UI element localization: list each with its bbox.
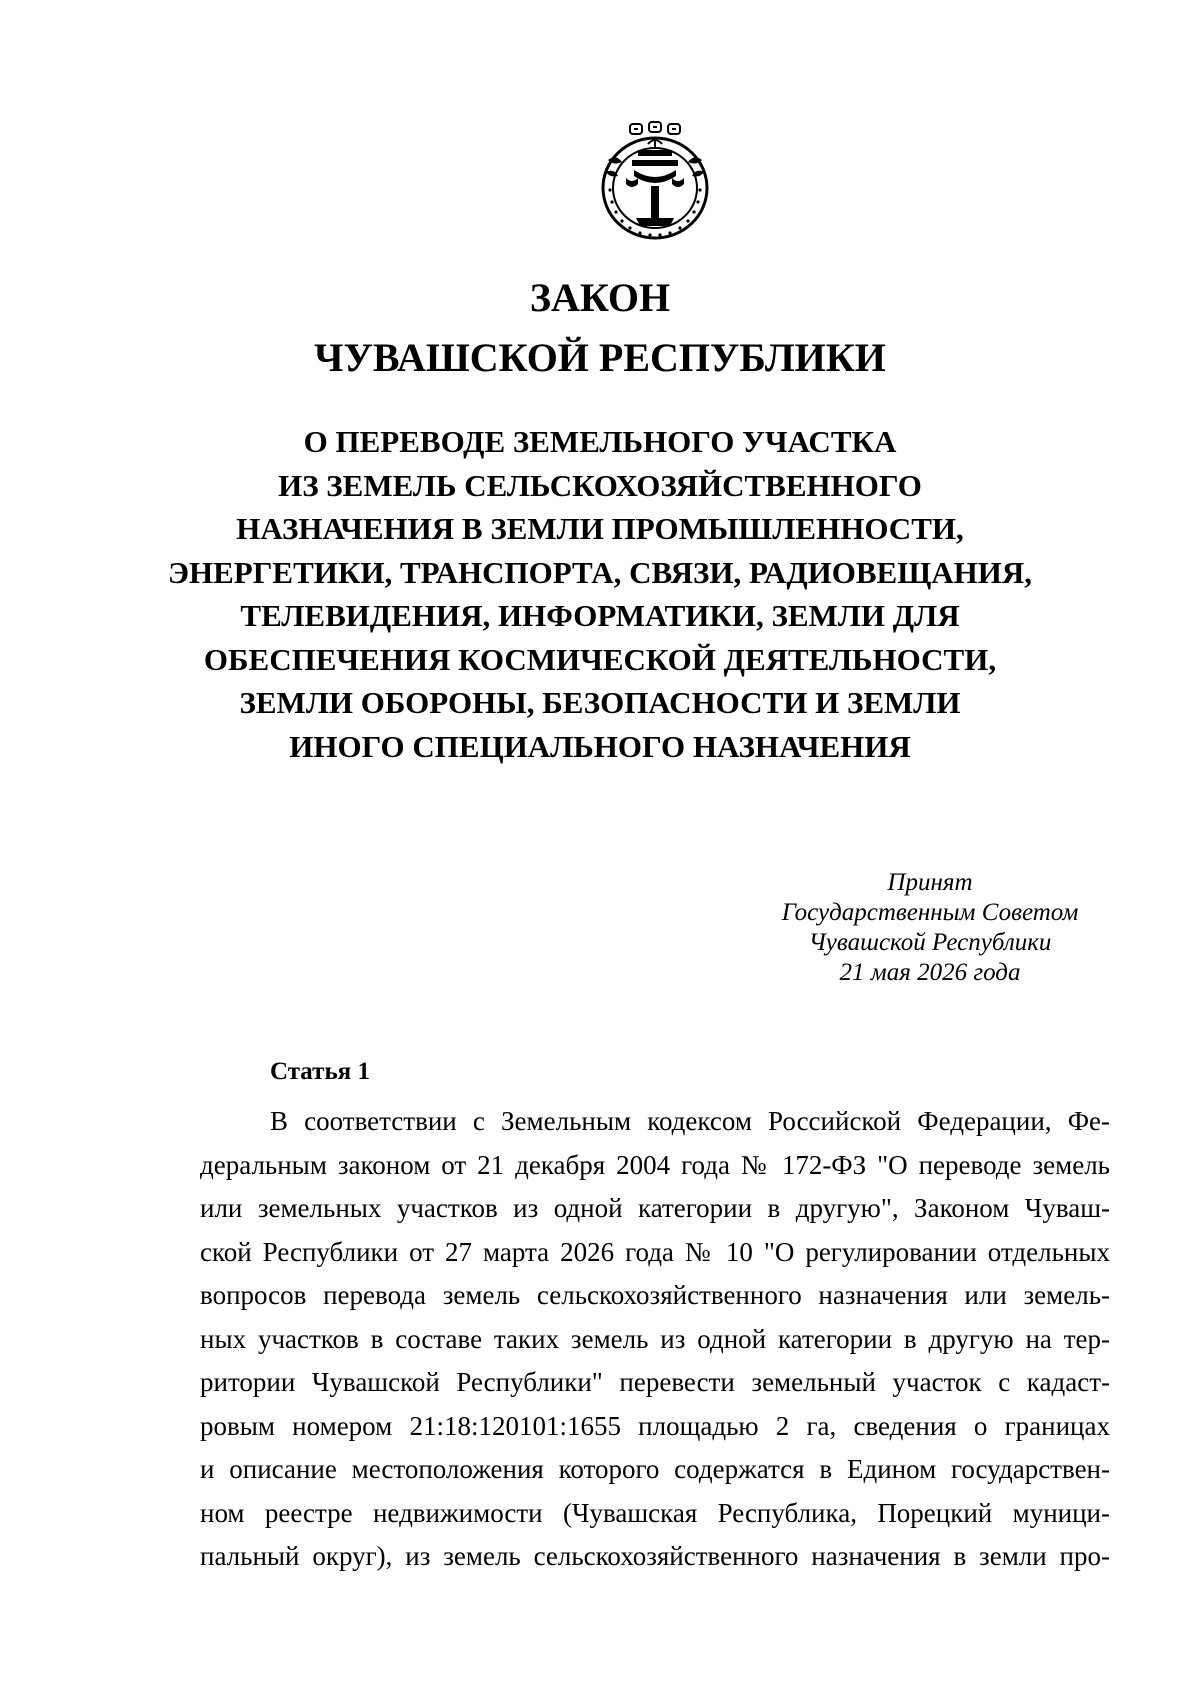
article-line: В соответствии с Земельным кодексом Российской Федерации, Фе- [270,1106,1110,1136]
subject-line: НАЗНАЧЕНИЯ В ЗЕМЛИ ПРОМЫШЛЕННОСТИ, [236,511,964,546]
subject-line: ЗЕМЛИ ОБОРОНЫ, БЕЗОПАСНОСТИ И ЗЕМЛИ [239,685,961,720]
subject-line: ЭНЕРГЕТИКИ, ТРАНСПОРТА, СВЯЗИ, РАДИОВЕЩАНИЯ, [167,554,1033,590]
adoption-date: 21 мая 2026 года [839,959,1021,986]
subject-line: О ПЕРЕВОДЕ ЗЕМЕЛЬНОГО УЧАСТКА [303,424,897,459]
chuvash-republic-coat-of-arms-icon [596,120,714,242]
law-subject-heading [140,420,1060,768]
article-line: вопросов перевода земель сельскохозяйственного назначения или земель- [200,1280,1110,1310]
adoption-label: Принят [887,869,973,896]
subject-line: ОБЕСПЕЧЕНИЯ КОСМИЧЕСКОЙ ДЕЯТЕЛЬНОСТИ, [203,641,997,677]
subject-line: ИЗ ЗЕМЕЛЬ СЕЛЬСКОХОЗЯЙСТВЕННОГО [278,467,922,503]
document-type-title: ЗАКОН [529,275,671,320]
adoption-body-region: Чувашской Республики [808,929,1052,956]
article-line: ном реестре недвижимости (Чувашская Республика, Порецкий муници- [200,1497,1110,1528]
subject-line: ТЕЛЕВИДЕНИЯ, ИНФОРМАТИКИ, ЗЕМЛИ ДЛЯ [240,598,960,633]
article-line: или земельных участков из одной категории в другую", Законом Чуваш- [200,1193,1110,1223]
article-line: пальный округ), из земель сельскохозяйственного назначения в земли про- [200,1541,1110,1571]
article-1-heading: Статья 1 [270,1058,370,1085]
issuing-authority-title: ЧУВАШСКОЙ РЕСПУБЛИКИ [314,335,886,380]
article-line: ритории Чувашской Республики" перевести земельный участок с кадаст- [200,1367,1110,1397]
article-1-text [200,1100,1110,1579]
article-line: ных участков в составе таких земель из одной категории в другую на тер- [200,1323,1110,1354]
article-line: ровым номером 21:18:120101:1655 площадью 2 га, сведения о границах [200,1410,1110,1441]
adoption-note [780,868,1080,988]
article-line: ской Республики от 27 марта 2026 года № 10 "О регулировании отдельных [200,1236,1110,1267]
adoption-body: Государственным Советом [781,899,1079,926]
article-line: деральным законом от 21 декабря 2004 года № 172-ФЗ "О переводе земель [200,1149,1110,1180]
article-line: и описание местоположения которого содержатся в Едином государствен- [200,1454,1110,1484]
subject-line: ИНОГО СПЕЦИАЛЬНОГО НАЗНАЧЕНИЯ [289,728,911,764]
